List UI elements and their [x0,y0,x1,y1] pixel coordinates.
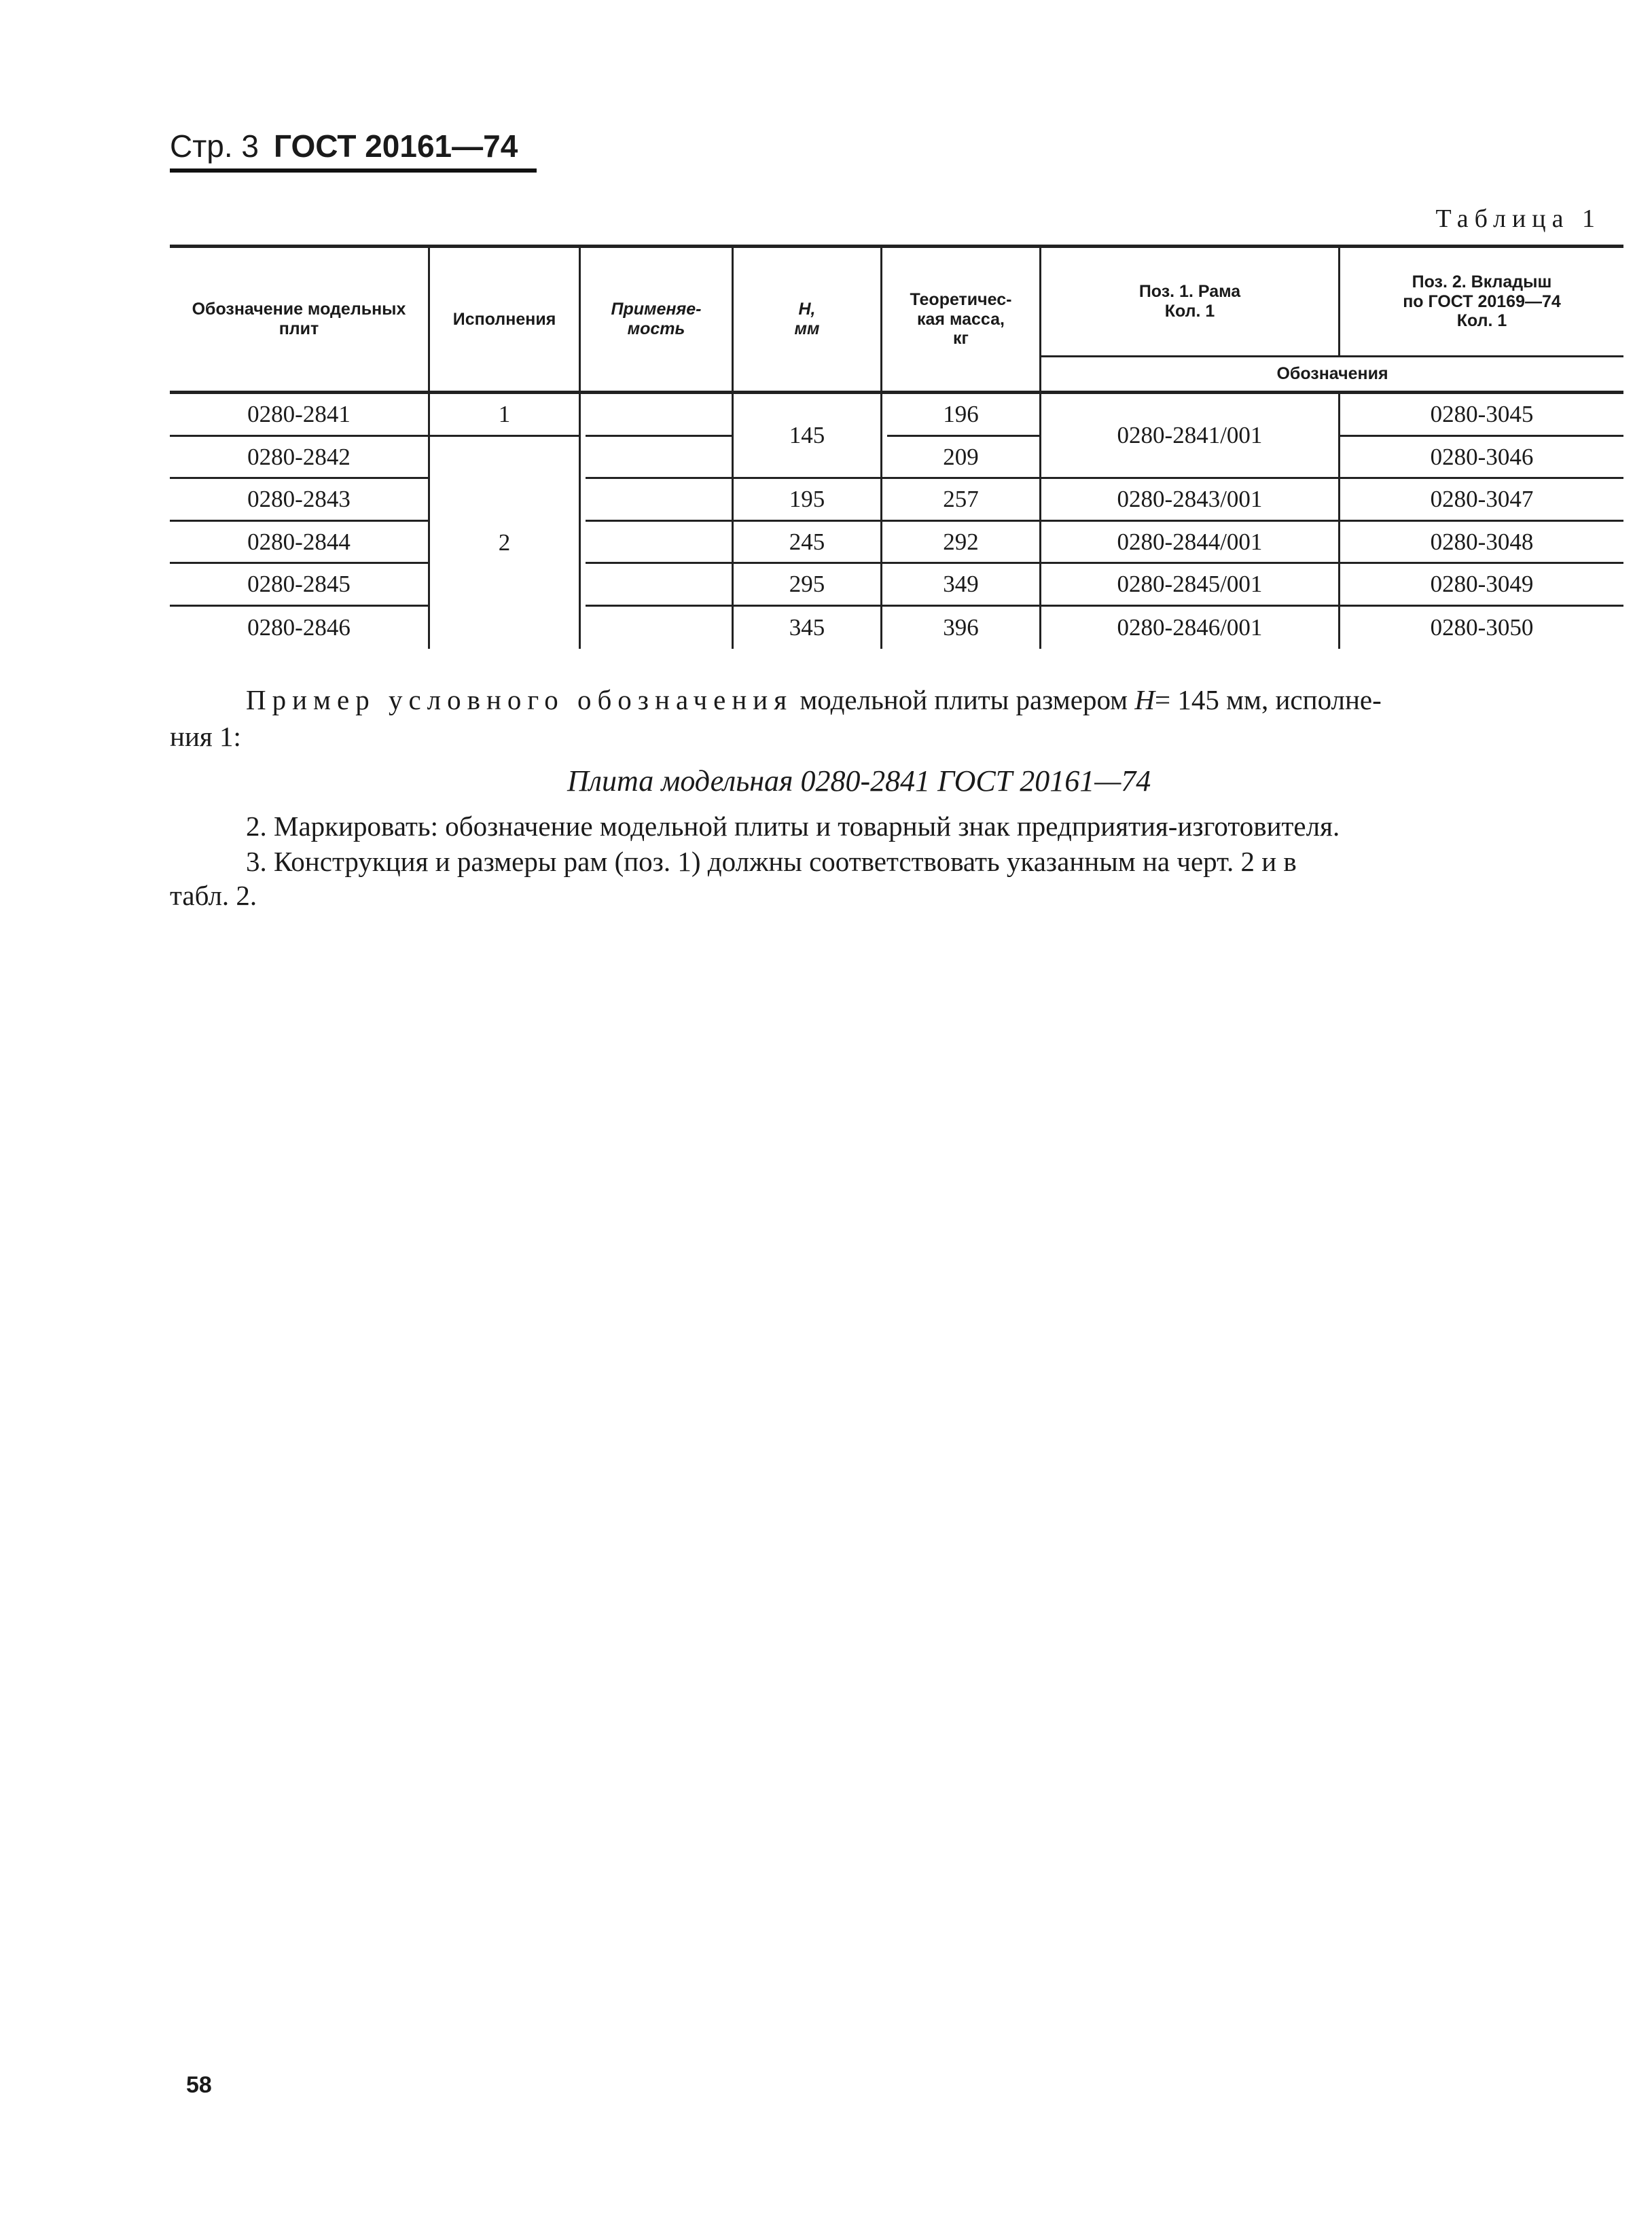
page-header [170,128,537,173]
cell-designation: 0280-2842 [247,443,351,470]
standard-number: ГОСТ 20161—74 [274,128,518,164]
cell-insert: 0280-3045 [1430,401,1534,427]
header-designation: Обозначение модельных плит [192,300,406,338]
example-code: Плита модельная 0280-2841 ГОСТ 20161—74 [567,764,1151,798]
cell-h: 195 [789,486,825,512]
page-number: 58 [186,2072,212,2098]
cell-mass: 257 [943,486,979,512]
cell-mass: 396 [943,614,979,641]
header-execution: Исполнения [452,309,556,329]
example-value: = 145 мм, исполне- [1154,684,1382,715]
header-pos2-insert: Поз. 2. Вкладыш по ГОСТ 20169—74 Кол. 1 [1403,272,1561,331]
item-3-line-2: табл. 2. [170,880,257,911]
cell-frame: 0280-2845/001 [1117,571,1263,597]
cell-h: 145 [789,422,825,448]
cell-h: 245 [789,528,825,555]
cell-mass: 196 [943,401,979,427]
cell-insert: 0280-3046 [1430,443,1534,470]
data-table [170,245,1623,652]
cell-designation: 0280-2841 [247,401,351,427]
cell-mass: 209 [943,443,979,470]
cell-mass: 292 [943,528,979,555]
cell-frame: 0280-2846/001 [1117,614,1263,641]
row-divider [586,435,732,437]
cell-insert: 0280-3048 [1430,528,1534,555]
cell-frame: 0280-2843/001 [1117,486,1263,512]
cell-insert: 0280-3049 [1430,571,1534,597]
cell-frame: 0280-2841/001 [1117,422,1263,448]
cell-h: 345 [789,614,825,641]
cell-h: 295 [789,571,825,597]
cell-insert: 0280-3047 [1430,486,1534,512]
cell-execution: 1 [498,401,511,427]
header-h: H, мм [794,300,820,338]
example-variable: H [1134,684,1155,715]
table-title: Таблица 1 [1435,204,1601,233]
cell-insert: 0280-3050 [1430,614,1534,641]
cell-designation: 0280-2843 [247,486,351,512]
header-designations: Обозначения [1276,364,1388,384]
header-mass: Теоретичес- кая масса, кг [910,289,1012,349]
example-line-2: ния 1: [170,721,241,752]
page-label: Стр. 3 [170,128,259,164]
item-3-line-1: 3. Конструкция и размеры рам (поз. 1) должны соответствовать указанным на черт. 2 и в [246,846,1297,877]
cell-designation: 0280-2846 [247,614,351,641]
example-rest-text: модельной плиты размером [800,684,1128,715]
header-pos1-frame: Поз. 1. Рама Кол. 1 [1138,282,1241,321]
header-applicability: Применяе- мость [611,300,702,338]
example-line-1 [246,681,1382,719]
cell-designation: 0280-2844 [247,528,351,555]
example-spaced-text: Пример условного обозначения [246,684,793,715]
cell-execution: 2 [498,529,511,556]
cell-frame: 0280-2844/001 [1117,528,1263,555]
item-2: 2. Маркировать: обозначение модельной плиты и товарный знак предприятия-изготовителя. [246,810,1340,842]
cell-designation: 0280-2845 [247,571,351,597]
cell-mass: 349 [943,571,979,597]
